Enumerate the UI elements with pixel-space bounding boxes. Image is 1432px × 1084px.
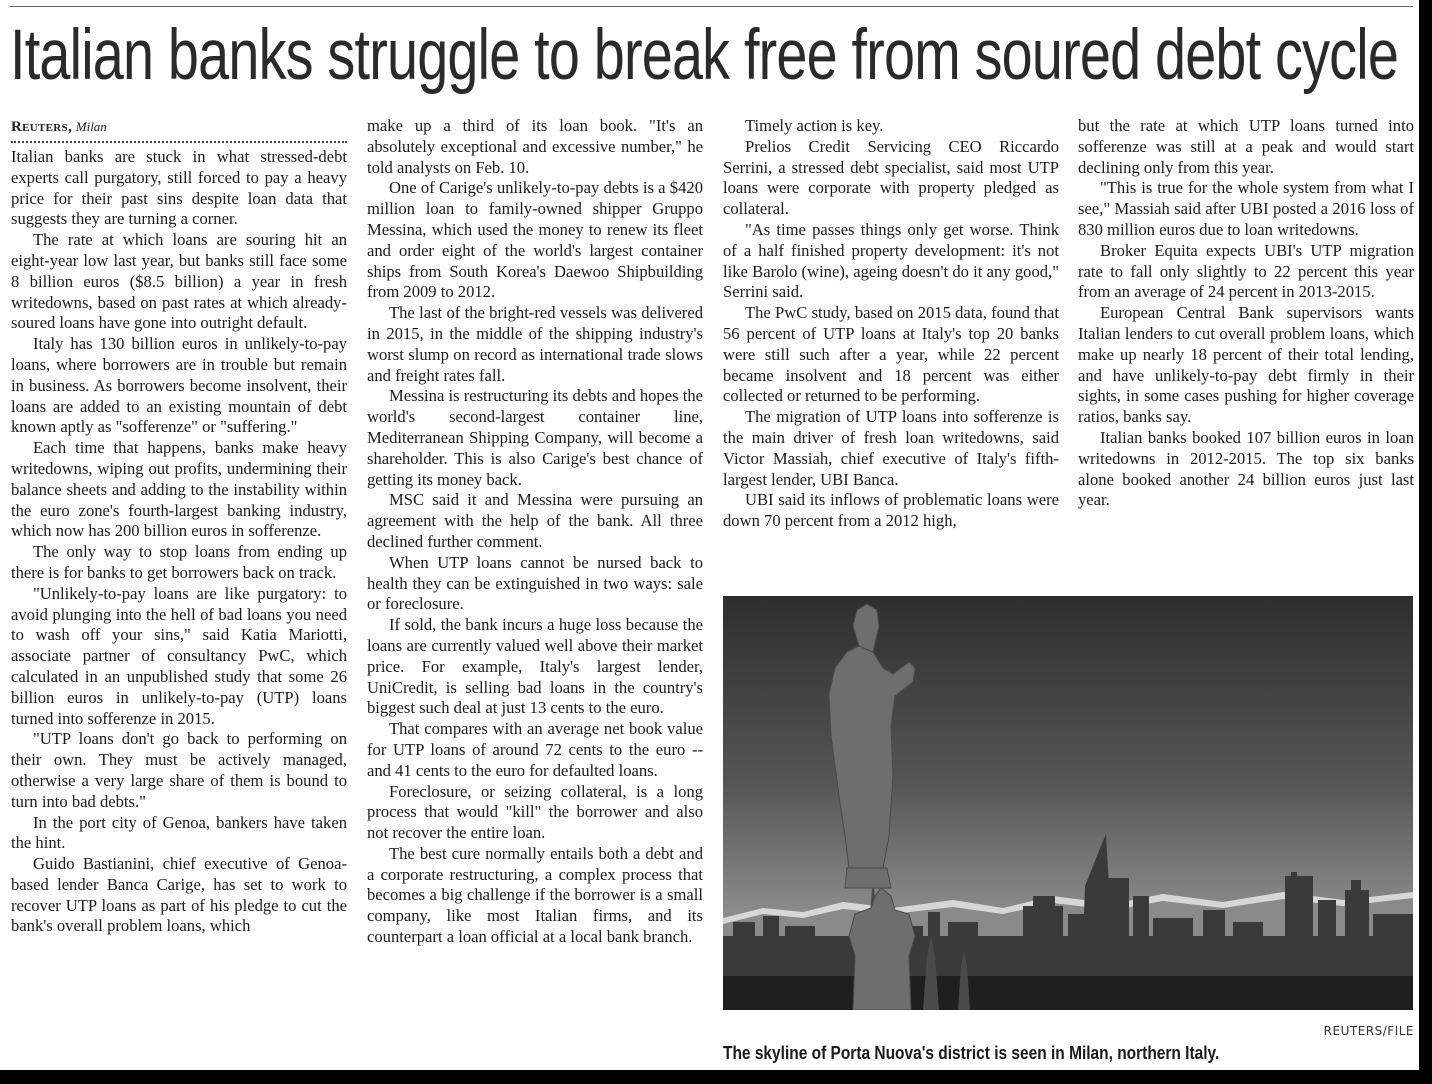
photo-caption: The skyline of Porta Nuova's district is seen in Milan, northern Italy. <box>723 1043 1220 1063</box>
top-rule <box>10 6 1413 7</box>
article-paragraph: In the port city of Genoa, bankers have taken the hint. <box>11 812 347 853</box>
byline-city: Milan <box>75 119 107 134</box>
article-paragraph: Italian banks booked 107 billion euros in loan writedowns in 2012-2015. The top six banks alone booked another 24 billion euros just last year. <box>1078 427 1414 510</box>
rooftop-foreground <box>723 976 1413 1010</box>
article-paragraph: That compares with an average net book value for UTP loans of around 72 cents to the euro -- and 41 cents to the euro for defaulted loans. <box>367 719 703 780</box>
article-paragraph: The PwC study, based on 2015 data, found that 56 percent of UTP loans at Italy's top 20 banks were still such after a year, while 22 percent became insolvent and 18 percent was either collected or returned to be performing. <box>723 303 1059 406</box>
photo-credit: REUTERS/FILE <box>1323 1024 1414 1038</box>
article-paragraph: "This is true for the whole system from what I see," Massiah said after UBI posted a 2016 loss of 830 million euros due to loan writedowns. <box>1078 178 1414 239</box>
article-paragraph: MSC said it and Messina were pursuing an agreement with the help of the bank. All three declined further comment. <box>367 490 703 551</box>
article-paragraph: Italy has 130 billion euros in unlikely-to-pay loans, where borrowers are in trouble but remain in business. As borrowers become insolvent, their loans are added to an existing mountain of debt known aptly as "sofferenze" or "suffering." <box>11 334 347 437</box>
article-paragraph: Prelios Credit Servicing CEO Riccardo Serrini, a stressed debt specialist, said most UTP loans were corporate with property pledged as collateral. <box>723 136 1059 219</box>
article-paragraph: Each time that happens, banks make heavy writedowns, wiping out profits, undermining their balance sheets and adding to the instability within the euro zone's fourth-largest banking industry, which now has 200 billion euros in sofferenze. <box>11 438 347 541</box>
headline: Italian banks struggle to break free from soured debt cycle <box>10 16 1399 95</box>
article-paragraph: The best cure normally entails both a debt and a corporate restructuring, a complex process that becomes a big challenge if the borrower is a small company, like most Italian firms, and its counterpart a loan official at a local bank branch. <box>367 843 703 947</box>
article-paragraph: "As time passes things only get worse. Think of a half finished property development: it's not like Barolo (wine), ageing doesn't do it any good," Serrini said. <box>723 219 1059 302</box>
article-paragraph: If sold, the bank incurs a huge loss because the loans are currently valued well above their market price. For example, Italy's largest lender, UniCredit, is selling bad loans in the country's biggest such deal at just 13 cents to the euro. <box>367 615 703 718</box>
article-paragraph: make up a third of its loan book. "It's an absolutely exceptional and excessive number," he told analysts on Feb. 10. <box>367 116 703 177</box>
article-paragraph: but the rate at which UTP loans turned into sofferenze was still at a peak and would start declining only from this year. <box>1078 116 1414 177</box>
article-paragraph: "UTP loans don't go back to performing on their own. They must be actively managed, otherwise a very large share of them is bound to turn into bad debts." <box>11 729 347 811</box>
article-paragraph: Italian banks are stuck in what stressed-debt experts call purgatory, still forced to pay a heavy price for their past sins despite loan data that suggests they are turning a corner. <box>11 147 347 229</box>
article-paragraph: The only way to stop loans from ending up there is for banks to get borrowers back on track. <box>11 542 347 582</box>
article-paragraph: Timely action is key. <box>745 116 884 135</box>
byline <box>11 116 347 143</box>
article-paragraph: Broker Equita expects UBI's UTP migration rate to fall only slightly to 22 percent this year from an average of 24 percent in 2013-2015. <box>1078 240 1414 302</box>
column-1 <box>11 116 347 937</box>
article-paragraph: Messina is restructuring its debts and hopes the world's second-largest container line, Mediterranean Shipping Company, will become a shareholder. This is also Carige's best chance of getting its money back. <box>367 386 703 489</box>
article-paragraph: European Central Bank supervisors wants Italian lenders to cut overall problem loans, which make up nearly 18 percent of their total lending, and have unlikely-to-pay debt firmly in their sights, in some cases pushing for higher coverage ratios, banks say. <box>1078 303 1414 427</box>
article-paragraph: The last of the bright-red vessels was delivered in 2015, in the middle of the shipping industry's worst slump on record as international trade slows and freight rates fall. <box>367 303 703 385</box>
article-paragraph: The migration of UTP loans into sofferenze is the main driver of fresh loan writedowns, said Victor Massiah, chief executive of Italy's fifth-largest lender, UBI Banca. <box>723 407 1059 489</box>
column-4 <box>1078 116 1414 511</box>
article-paragraph: Foreclosure, or seizing collateral, is a long process that would "kill" the borrower and also not recover the entire loan. <box>367 781 703 843</box>
column-3 <box>723 116 1059 532</box>
article-paragraph: "Unlikely-to-pay loans are like purgatory: to avoid plunging into the hell of bad loans you need to wash off your sins," said Katia Mariotti, associate partner of consultancy PwC, which calculated in an unpublished study that some 26 billion euros in unlikely-to-pay (UTP) loans turned into sofferenze in 2015. <box>11 583 347 728</box>
article-paragraph: One of Carige's unlikely-to-pay debts is a $420 million loan to family-owned shipper Gruppo Messina, which used the money to renew its fleet and order eight of the world's largest container ships from South Korea's Daewoo Shipbuilding from 2009 to 2012. <box>367 178 703 302</box>
article-paragraph: Guido Bastianini, chief executive of Genoa-based lender Banca Carige, has set to work to recover UTP loans as part of his pledge to cut the bank's overall problem loans, which <box>11 854 347 936</box>
article-paragraph: UBI said its inflows of problematic loans were down 70 percent from a 2012 high, <box>723 490 1059 531</box>
column-2 <box>367 116 703 948</box>
article-paragraph: When UTP loans cannot be nursed back to health they can be extinguished in two ways: sale or foreclosure. <box>367 552 703 614</box>
byline-agency: Reuters, <box>11 119 72 135</box>
article-paragraph: The rate at which loans are souring hit an eight-year low last year, but banks still face some 8 billion euros ($8.5 billion) a year in fresh writedowns, based on past rates at which already-soured loans have gone into outright default. <box>11 230 347 333</box>
skyline-photo <box>723 596 1413 1010</box>
